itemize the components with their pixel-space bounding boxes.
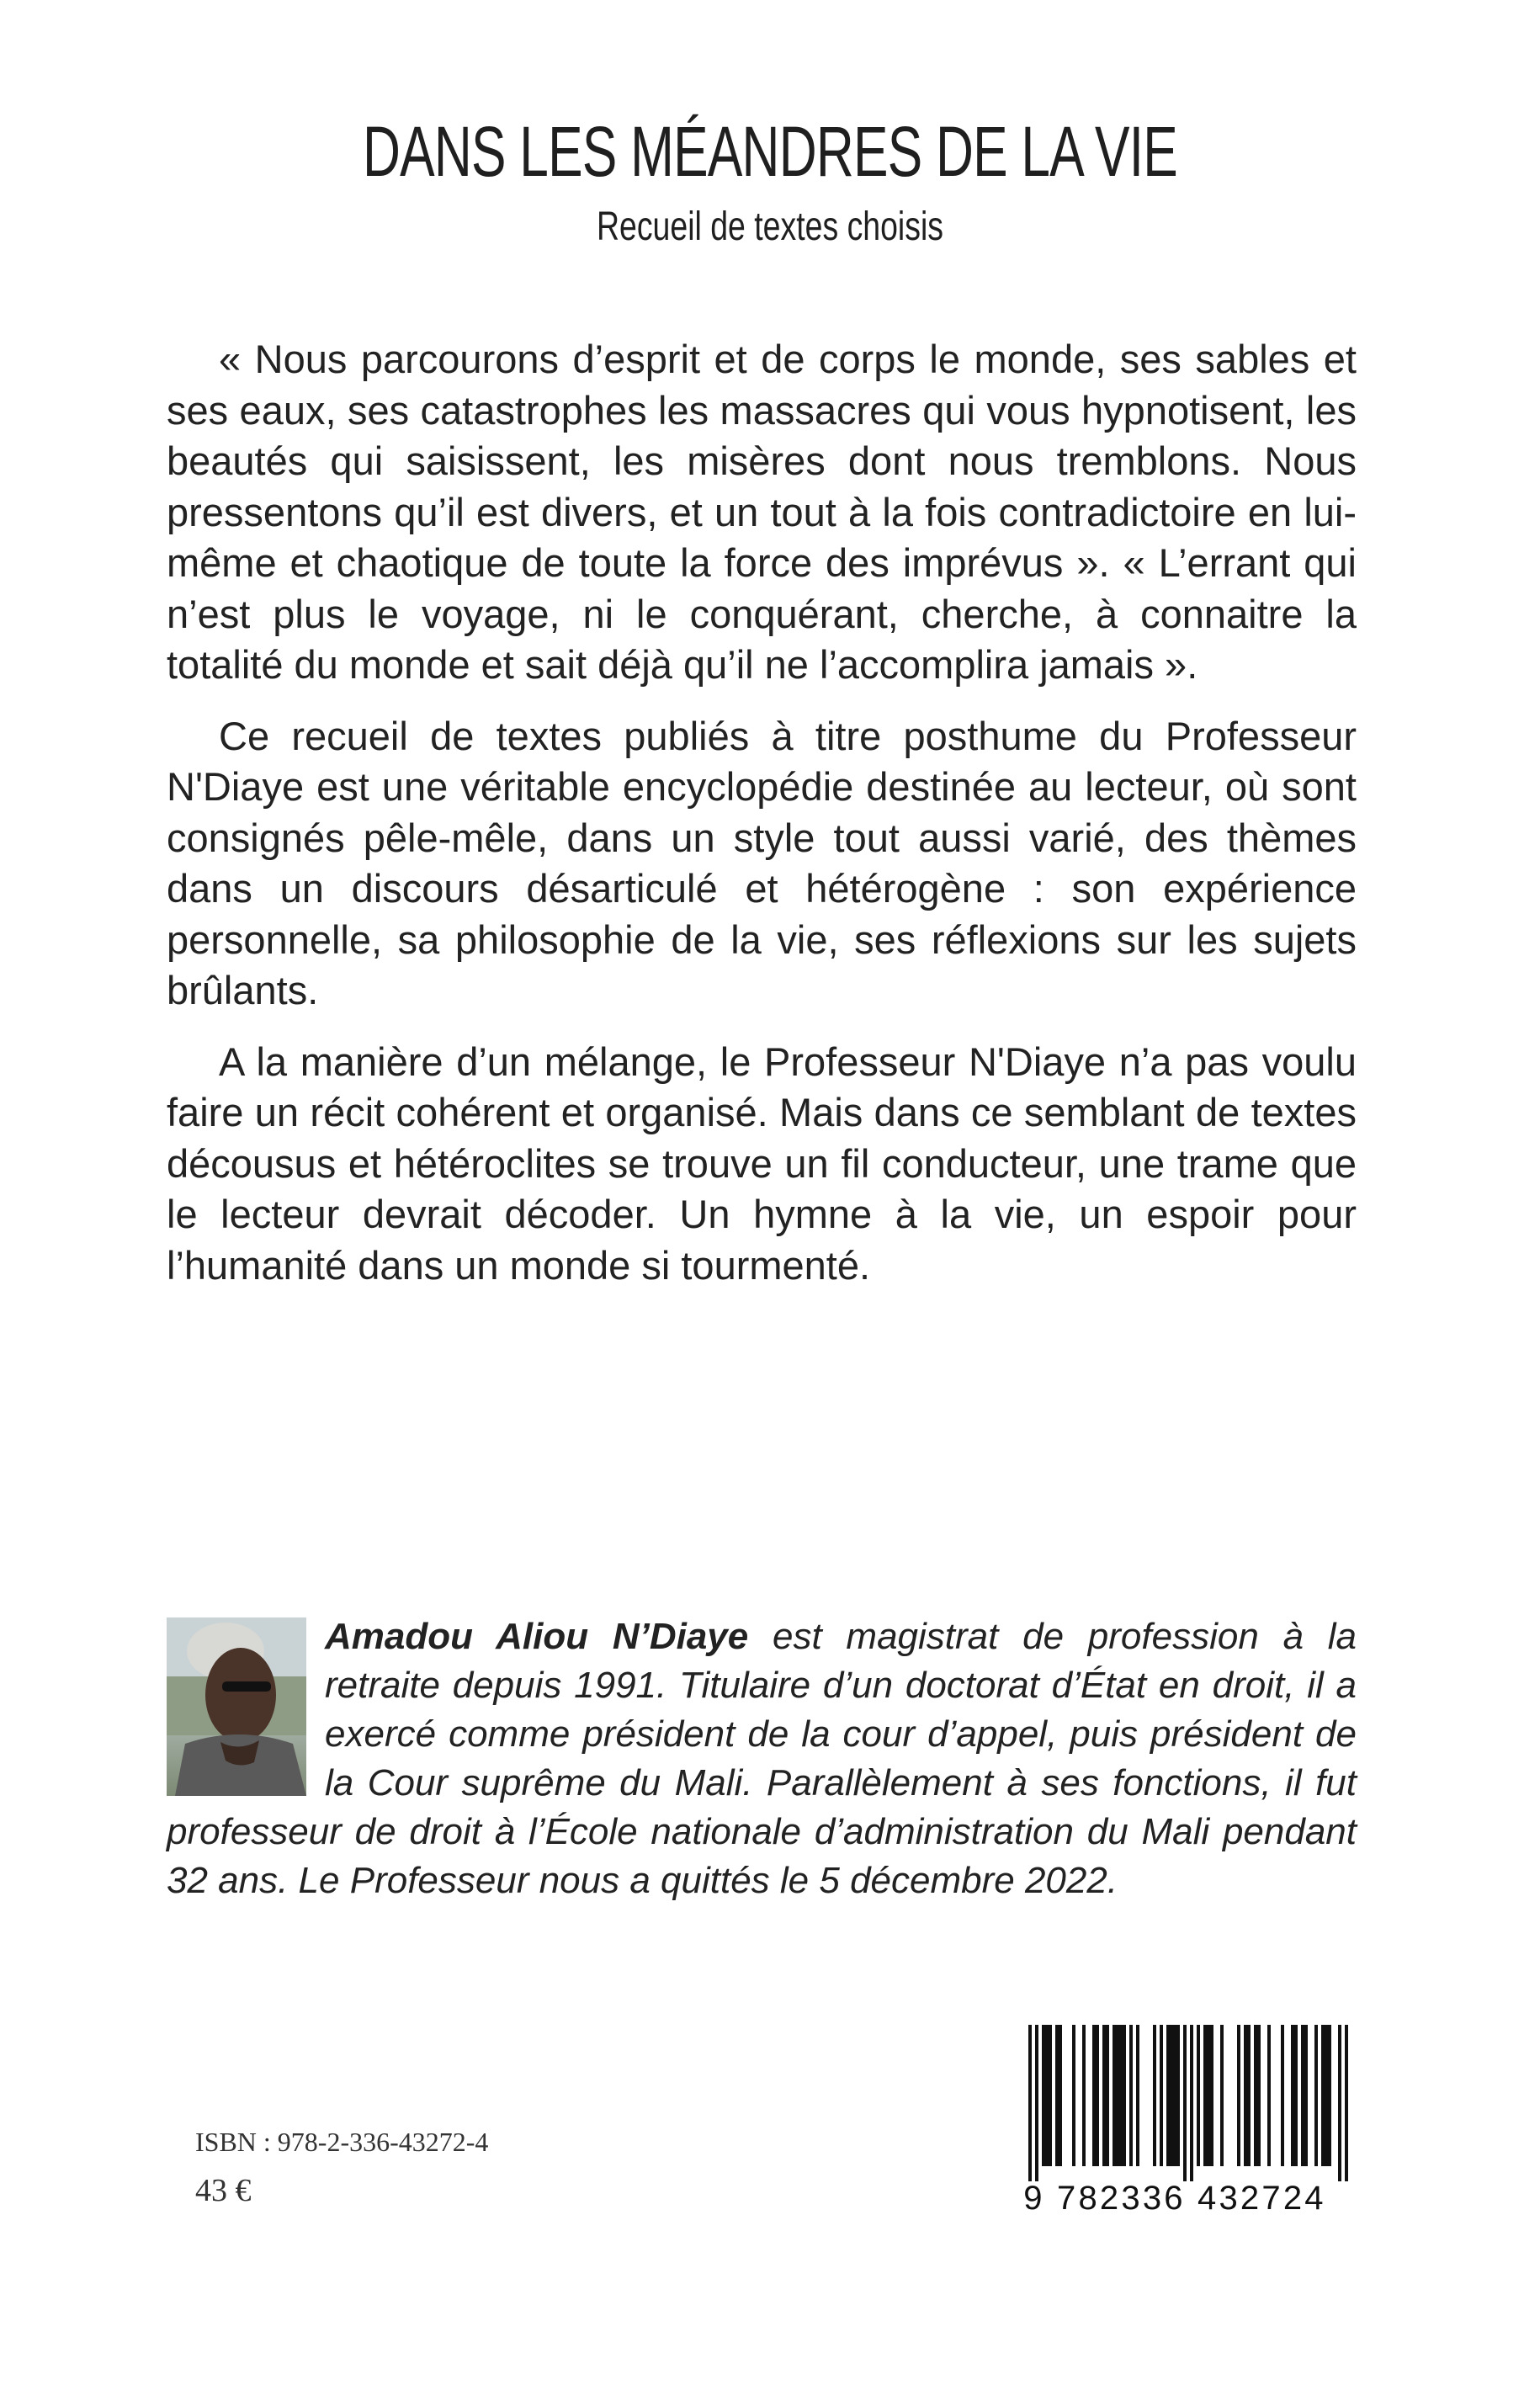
- barcode-bar: [1072, 2025, 1075, 2166]
- barcode-bar: [1092, 2025, 1096, 2166]
- barcode-bar: [1173, 2025, 1176, 2166]
- barcode-bar: [1042, 2025, 1045, 2166]
- barcode-bar: [1106, 2025, 1109, 2166]
- barcode-bars: [991, 2025, 1358, 2181]
- barcode-bar: [1102, 2025, 1106, 2166]
- barcode-bar: [1247, 2025, 1251, 2166]
- barcode-bar: [1321, 2025, 1325, 2166]
- barcode-bar: [1096, 2025, 1099, 2166]
- barcode-bar: [1244, 2025, 1247, 2166]
- barcode-bar: [1045, 2025, 1049, 2166]
- barcode-bar: [1082, 2025, 1086, 2166]
- author-name: Amadou Aliou N’Diaye: [325, 1616, 749, 1657]
- barcode-bar: [1119, 2025, 1123, 2166]
- barcode-bar: [1220, 2025, 1224, 2166]
- book-subtitle: Recueil de textes choisis: [596, 205, 944, 249]
- barcode-bar: [1237, 2025, 1240, 2166]
- barcode-bar: [1059, 2025, 1062, 2166]
- author-bio-text: est magistrat de profession à la retraite depuis 1991. Titulaire d’un doctorat d’État en droit, il a exercé comme président de la cour d’appel, puis président de la Cour suprême du Mali. Parallèlement à ses fonctions, il fut professeur de droit à l’École nationale d’administration du Mali pendant 32 ans. Le Professeur nous a quittés le 5 décembre 2022.: [167, 1616, 1357, 1901]
- barcode-bar: [1294, 2025, 1298, 2166]
- barcode-bar: [1190, 2025, 1193, 2181]
- barcode-bar: [1183, 2025, 1187, 2181]
- barcode-bar: [1301, 2025, 1304, 2166]
- barcode-bar: [1116, 2025, 1119, 2166]
- barcode-bar: [1338, 2025, 1341, 2181]
- barcode-bar: [1160, 2025, 1163, 2166]
- barcode-bar: [1049, 2025, 1052, 2166]
- barcode-bar: [1170, 2025, 1173, 2166]
- barcode-bar: [1257, 2025, 1261, 2166]
- barcode-bar: [1197, 2025, 1200, 2166]
- author-biography: [167, 1612, 1357, 1905]
- blurb-paragraph-summary: Ce recueil de textes publiés à titre posthume du Professeur N'Diaye est une véritable encyclopédie destinée au lecteur, où sont consignés pêle-mêle, dans un style tout aussi varié, des thèmes dans un discours désarticulé et hétérogène : son expérience personnelle, sa philosophie de la vie, ses réflexions sur les sujets brûlants.: [167, 713, 1357, 1012]
- barcode-bar: [1176, 2025, 1180, 2166]
- isbn-label: ISBN : 978-2-336-43272-4: [195, 2127, 489, 2157]
- barcode-bar: [1136, 2025, 1139, 2166]
- author-photo: [167, 1617, 306, 1796]
- barcode-bar: [1055, 2025, 1059, 2166]
- barcode-bar: [1325, 2025, 1328, 2166]
- barcode-bar: [1203, 2025, 1207, 2166]
- blurb-paragraph-quote: « Nous parcourons d’esprit et de corps le monde, ses sables et ses eaux, ses catastrophes les massacres qui vous hypnotisent, les beautés qui saisissent, les misères dont nous tremblons. Nous pressentons qu’il est divers, et un tout à la fois contradictoire en lui-même et chaotique de toute la force des imprévus ». « L’errant qui n’est plus le voyage, ni le conquérant, cherche, à connaitre la totalité du monde et sait déjà qu’il ne l’accomplira jamais ».: [167, 337, 1357, 687]
- isbn-barcode: [991, 2025, 1358, 2217]
- blurb-paragraph-closing: A la manière d’un mélange, le Professeur N'Diaye n’a pas voulu faire un récit cohérent et organisé. Mais dans ce semblant de textes décousus et hétéroclites se trouve un fil conducteur, une trame que le lecteur devrait décoder. Un hymne à la vie, un espoir pour l’humanité dans un monde si tourmenté.: [167, 1038, 1357, 1288]
- barcode-bar: [1028, 2025, 1032, 2181]
- barcode-bar: [1166, 2025, 1170, 2166]
- barcode-bar: [1254, 2025, 1257, 2166]
- barcode-bar: [1328, 2025, 1331, 2166]
- book-title: DANS LES MÉANDRES DE LA VIE: [362, 112, 1177, 191]
- barcode-bar: [1207, 2025, 1210, 2166]
- barcode-bar: [1210, 2025, 1213, 2166]
- barcode-bar: [1304, 2025, 1308, 2166]
- barcode-digits: 9 782336 432724: [1023, 2180, 1326, 2217]
- barcode-bar: [1153, 2025, 1156, 2166]
- barcode-bar: [1345, 2025, 1348, 2181]
- barcode-bar: [1314, 2025, 1318, 2166]
- author-portrait-icon: [167, 1617, 306, 1796]
- barcode-bar: [1123, 2025, 1126, 2166]
- back-cover-blurb: [167, 334, 1357, 1311]
- barcode-bar: [1113, 2025, 1116, 2166]
- barcode-bar: [1035, 2025, 1038, 2181]
- price-label: 43 €: [195, 2173, 252, 2208]
- barcode-bar: [1291, 2025, 1294, 2166]
- barcode-bar: [1281, 2025, 1284, 2166]
- barcode-bar: [1267, 2025, 1271, 2166]
- barcode-bar: [1129, 2025, 1133, 2166]
